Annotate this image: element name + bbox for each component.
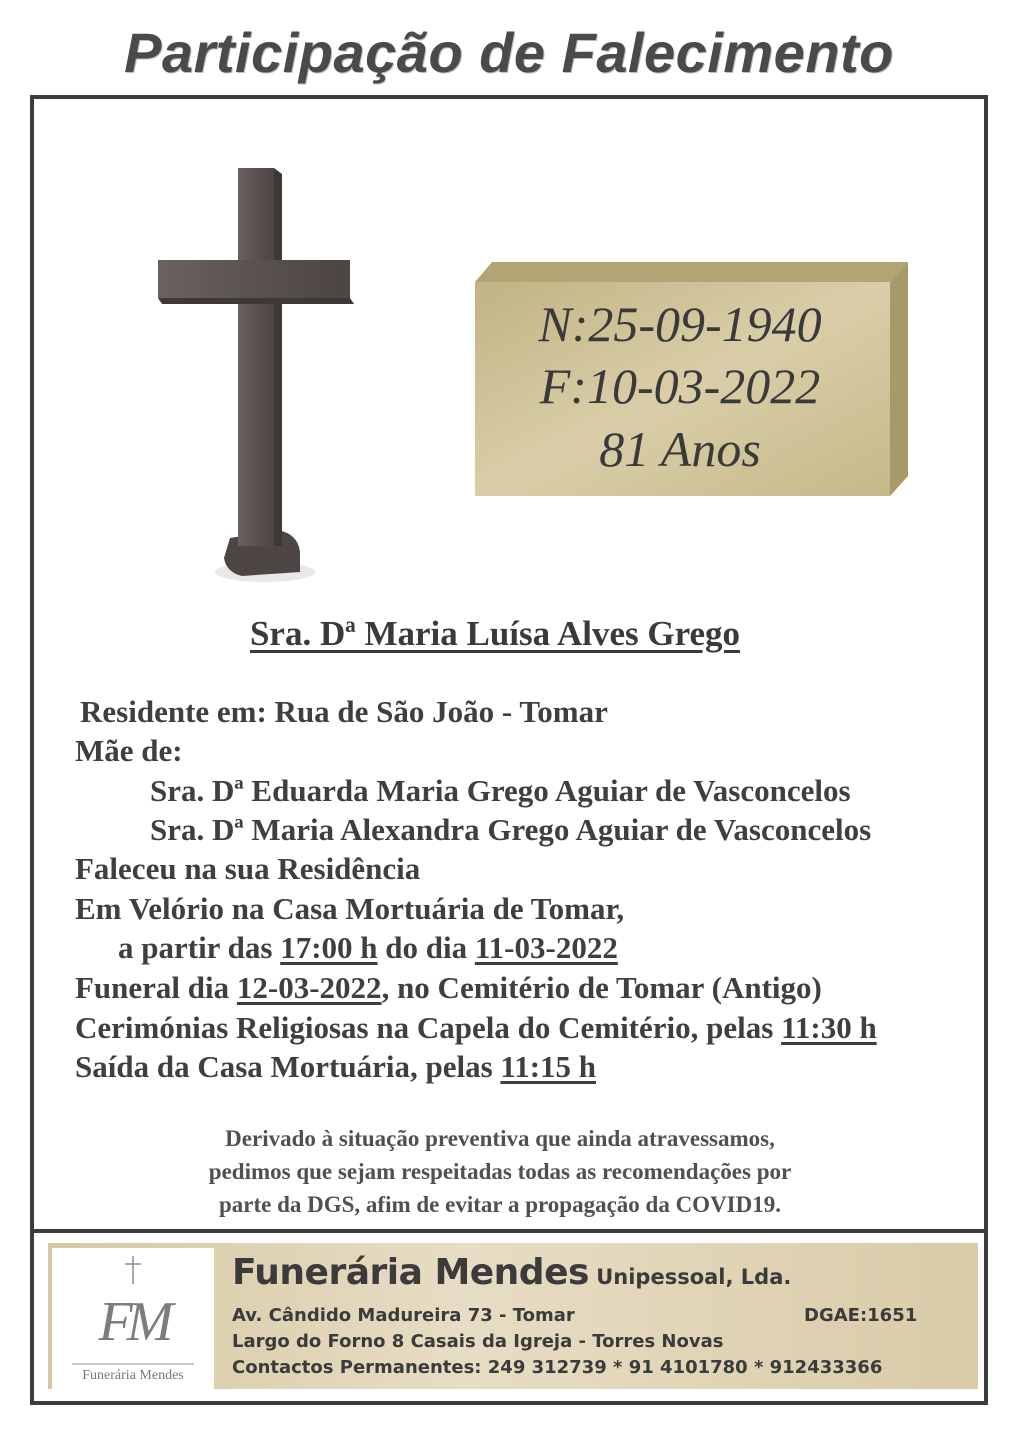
wake-date: 11-03-2022 [474, 930, 618, 965]
mother-of-label: Mãe de: [75, 733, 183, 768]
logo-monogram: FM [98, 1291, 168, 1353]
page-heading: Participação de Falecimento [124, 21, 894, 84]
residence-line: Residente em: Rua de São João - Tomar [80, 694, 608, 729]
ceremonies-time: 11:30 h [781, 1010, 877, 1045]
departure-prefix: Saída da Casa Mortuária, pelas [75, 1049, 501, 1084]
ceremonies-line [75, 1010, 877, 1046]
child-1: Sra. Dª Eduarda Maria Grego Aguiar de Vasconcelos [150, 773, 851, 808]
cross-icon [150, 160, 360, 590]
logo-caption: Funerária Mendes [82, 1368, 184, 1383]
funeral-date: 12-03-2022 [236, 970, 382, 1005]
company-name-line [232, 1252, 791, 1293]
notice-line-2: pedimos que sejam respeitadas todas as recomendações por [208, 1159, 792, 1184]
notice-line-1: Derivado à situação preventiva que ainda atravessamos, [225, 1126, 775, 1151]
funeral-prefix: Funeral dia [75, 970, 237, 1005]
birth-date: N:25-09-1940 [538, 296, 822, 352]
departure-line [75, 1049, 596, 1085]
footer-divider [30, 1229, 988, 1233]
dgae-number: DGAE:1651 [804, 1305, 918, 1326]
covid-notice [0, 1122, 1000, 1221]
address-tomar: Av. Cândido Madureira 73 - Tomar [232, 1305, 575, 1326]
funeral-line [75, 970, 822, 1006]
child-2: Sra. Dª Maria Alexandra Grego Aguiar de Vasconcelos [150, 812, 872, 847]
wake-time-line [118, 930, 618, 966]
notice-line-3: parte da DGS, afim de evitar a propagação da COVID19. [218, 1192, 781, 1217]
wake-middle: do dia [377, 930, 475, 965]
funeral-suffix: , no Cemitério de Tomar (Antigo) [381, 970, 822, 1005]
wake-line: Em Velório na Casa Mortuária de Tomar, [75, 891, 625, 926]
ceremonies-prefix: Cerimónias Religiosas na Capela do Cemitério, pelas [75, 1010, 782, 1045]
departure-time: 11:15 h [500, 1049, 597, 1084]
death-date: F:10-03-2022 [539, 358, 821, 414]
age: 81 Anos [599, 421, 761, 477]
company-logo [52, 1248, 214, 1391]
address-torres-novas: Largo do Forno 8 Casais da Igreja - Torres Novas [232, 1331, 724, 1352]
deceased-name-text: Sra. Dª Maria Luísa Alves Grego [249, 614, 741, 653]
deceased-name [0, 614, 990, 654]
company-name: Funerária Mendes [232, 1252, 589, 1293]
company-suffix: Unipessoal, Lda. [588, 1265, 792, 1289]
wake-time: 17:00 h [280, 930, 378, 965]
wake-prefix: a partir das [118, 930, 281, 965]
contacts-line: Contactos Permanentes: 249 312739 * 91 4101780 * 912433366 [232, 1357, 883, 1378]
death-place-line: Faleceu na sua Residência [75, 851, 421, 886]
